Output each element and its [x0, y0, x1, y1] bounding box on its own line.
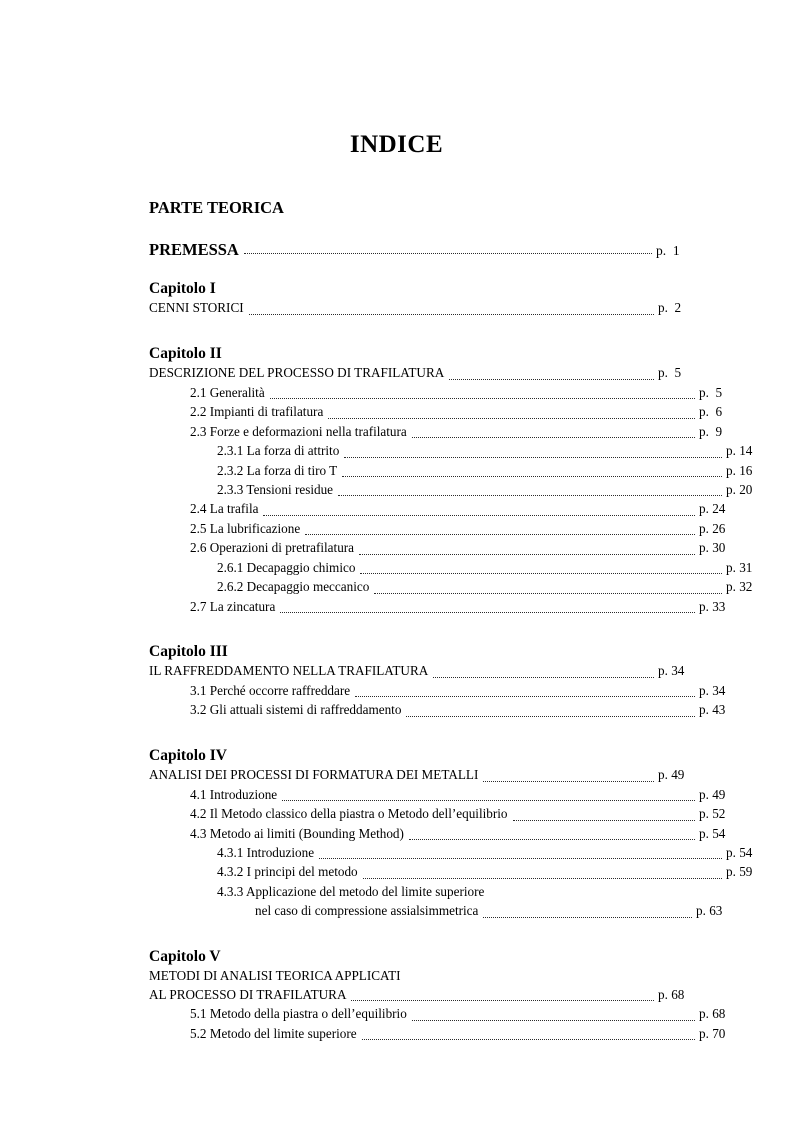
- entry-label: 5.2 Metodo del limite superiore: [190, 1025, 357, 1041]
- dot-leader: [355, 696, 695, 697]
- dot-leader: [244, 253, 652, 254]
- page-number: p. 70: [699, 1025, 726, 1041]
- page-number: p. 30: [699, 540, 726, 556]
- toc-entry-premessa[interactable]: [149, 239, 692, 259]
- toc-entry-4-3-2[interactable]: [149, 862, 760, 881]
- chapter-subtitle-v-line2: AL PROCESSO DI TRAFILATURA: [149, 986, 347, 1002]
- entry-label: 2.3.2 La forza di tiro T: [217, 462, 338, 478]
- page-number: p. 14: [726, 443, 753, 459]
- page-title: INDICE: [349, 131, 444, 158]
- dot-leader: [483, 917, 692, 918]
- toc-entry-2-3-1[interactable]: [149, 441, 760, 460]
- chapter-subtitle-i: CENNI STORICI: [149, 300, 244, 316]
- dot-leader: [406, 716, 695, 717]
- toc-entry-2-3[interactable]: [149, 422, 733, 441]
- dot-leader: [433, 677, 654, 678]
- chapter-subtitle-iv: ANALISI DEI PROCESSI DI FORMATURA DEI METALLI: [149, 767, 479, 783]
- toc-entry-2-6[interactable]: [149, 538, 733, 557]
- entry-label-line2-row: [217, 901, 730, 920]
- chapter-title-ii: Capitolo II: [149, 345, 222, 363]
- toc-entry-4-2[interactable]: [149, 804, 733, 823]
- dot-leader: [359, 554, 695, 555]
- toc-entry-2-2[interactable]: [149, 402, 733, 421]
- toc-entry-raffreddamento[interactable]: [149, 662, 692, 681]
- entry-label: 4.3.1 Introduzione: [217, 844, 315, 860]
- chapter-block-ii: [149, 345, 753, 616]
- dot-leader: [328, 418, 695, 419]
- premessa-label: PREMESSA: [149, 239, 239, 259]
- entry-label: 4.2 Il Metodo classico della piastra o Metodo dell’equilibrio: [190, 806, 508, 822]
- dot-leader: [263, 515, 695, 516]
- dot-leader: [338, 495, 722, 496]
- page-number: p. 68: [658, 986, 685, 1002]
- page-number: p. 6: [699, 404, 723, 420]
- page-number: p. 49: [658, 767, 685, 783]
- table-of-contents: [149, 198, 753, 1043]
- dot-leader: [351, 1000, 654, 1001]
- toc-entry-4-3[interactable]: [149, 824, 733, 843]
- chapter-title-iv: Capitolo IV: [149, 746, 227, 764]
- dot-leader: [282, 800, 695, 801]
- page-number: p. 24: [699, 501, 726, 517]
- dot-leader: [342, 476, 722, 477]
- toc-entry-2-3-3[interactable]: [149, 480, 760, 499]
- page-number: p. 34: [658, 663, 685, 679]
- entry-label: 2.6.2 Decapaggio meccanico: [217, 579, 370, 595]
- dot-leader: [449, 379, 654, 380]
- toc-entry-5-1[interactable]: [149, 1004, 733, 1023]
- entry-label: 5.1 Metodo della piastra o dell’equilibrio: [190, 1006, 407, 1022]
- chapter-block-i: [149, 280, 692, 318]
- dot-leader: [412, 437, 695, 438]
- entry-label: 4.3 Metodo ai limiti (Bounding Method): [190, 825, 404, 841]
- premessa-page-number: p. 1: [656, 242, 680, 258]
- entry-label: 2.2 Impianti di trafilatura: [190, 404, 324, 420]
- page-number: p. 5: [699, 385, 723, 401]
- chapter-block-iii: [149, 642, 726, 720]
- dot-leader: [412, 1020, 695, 1021]
- entry-label: 2.3 Forze e deformazioni nella trafilatura: [190, 423, 407, 439]
- toc-entry-cenni-storici[interactable]: [149, 299, 692, 318]
- chapter-subtitle-v-line1: METODI DI ANALISI TEORICA APPLICATI: [149, 967, 401, 983]
- dot-leader: [374, 593, 722, 594]
- entry-label-line1: 4.3.3 Applicazione del metodo del limite superiore: [217, 883, 485, 899]
- entry-label: 2.4 La trafila: [190, 501, 259, 517]
- dot-leader: [249, 314, 654, 315]
- page-number: p. 34: [699, 682, 726, 698]
- dot-leader: [362, 1039, 695, 1040]
- toc-entry-5-2[interactable]: [149, 1024, 733, 1043]
- toc-entry-descrizione-processo[interactable]: [149, 364, 692, 383]
- page-number: p. 49: [699, 786, 726, 802]
- page-number: p. 16: [726, 462, 753, 478]
- page-number: p. 31: [726, 559, 753, 575]
- entry-label: 3.1 Perché occorre raffreddare: [190, 682, 351, 698]
- dot-leader: [344, 457, 722, 458]
- toc-entry-2-6-1[interactable]: [149, 558, 760, 577]
- dot-leader: [270, 398, 695, 399]
- dot-leader: [280, 612, 695, 613]
- dot-leader: [409, 839, 695, 840]
- page-number: p. 5: [658, 365, 682, 381]
- toc-entry-2-1[interactable]: [149, 383, 733, 402]
- entry-label: 2.3.3 Tensioni residue: [217, 482, 334, 498]
- page-number: p. 54: [726, 844, 753, 860]
- toc-entry-2-6-2[interactable]: [149, 577, 760, 596]
- page-number: p. 52: [699, 806, 726, 822]
- toc-entry-2-7[interactable]: [149, 597, 733, 616]
- chapter-title-v: Capitolo V: [149, 947, 221, 965]
- toc-entry-2-5[interactable]: [149, 519, 733, 538]
- toc-entry-analisi-processi[interactable]: [149, 766, 692, 785]
- toc-entry-4-3-1[interactable]: [149, 843, 760, 862]
- page-number: p. 54: [699, 825, 726, 841]
- page-number: p. 32: [726, 579, 753, 595]
- part-heading: PARTE TEORICA: [149, 198, 284, 217]
- dot-leader: [319, 858, 722, 859]
- entry-label: 3.2 Gli attuali sistemi di raffreddamento: [190, 702, 402, 718]
- entry-label: 4.3.2 I principi del metodo: [217, 864, 358, 880]
- entry-label: 2.1 Generalità: [190, 385, 265, 401]
- dot-leader: [305, 534, 695, 535]
- toc-entry-4-1[interactable]: [149, 785, 733, 804]
- page-number: p. 68: [699, 1006, 726, 1022]
- dot-leader: [363, 878, 722, 879]
- page-number: p. 20: [726, 482, 753, 498]
- chapter-subtitle-iii: IL RAFFREDDAMENTO NELLA TRAFILATURA: [149, 663, 429, 679]
- entry-label-line2: nel caso di compressione assialsimmetrica: [255, 903, 479, 919]
- chapter-block-v: [149, 947, 726, 1044]
- dot-leader: [483, 781, 654, 782]
- entry-label: 2.5 La lubrificazione: [190, 520, 301, 536]
- chapter-block-iv: [149, 746, 753, 921]
- page-number: p. 2: [658, 300, 682, 316]
- entry-label: 4.1 Introduzione: [190, 786, 278, 802]
- chapter-title-i: Capitolo I: [149, 280, 216, 297]
- toc-entry-2-4[interactable]: [149, 499, 733, 518]
- page-number: p. 63: [696, 903, 723, 919]
- dot-leader: [360, 573, 722, 574]
- toc-entry-3-1[interactable]: [149, 681, 733, 700]
- page-number: p. 9: [699, 423, 723, 439]
- page-number: p. 43: [699, 702, 726, 718]
- toc-entry-metodi-analisi[interactable]: [149, 986, 692, 1005]
- page-number: p. 33: [699, 598, 726, 614]
- entry-label: 2.6 Operazioni di pretrafilatura: [190, 540, 355, 556]
- toc-entry-3-2[interactable]: [149, 700, 733, 719]
- page-number: p. 59: [726, 864, 753, 880]
- toc-entry-4-3-3[interactable]: [149, 882, 723, 921]
- entry-label: 2.7 La zincatura: [190, 598, 276, 614]
- chapter-title-iii: Capitolo III: [149, 642, 228, 660]
- toc-entry-2-3-2[interactable]: [149, 461, 760, 480]
- dot-leader: [513, 820, 695, 821]
- page-number: p. 26: [699, 520, 726, 536]
- entry-label: 2.3.1 La forza di attrito: [217, 443, 340, 459]
- chapter-subtitle-ii: DESCRIZIONE DEL PROCESSO DI TRAFILATURA: [149, 365, 445, 381]
- entry-label: 2.6.1 Decapaggio chimico: [217, 559, 356, 575]
